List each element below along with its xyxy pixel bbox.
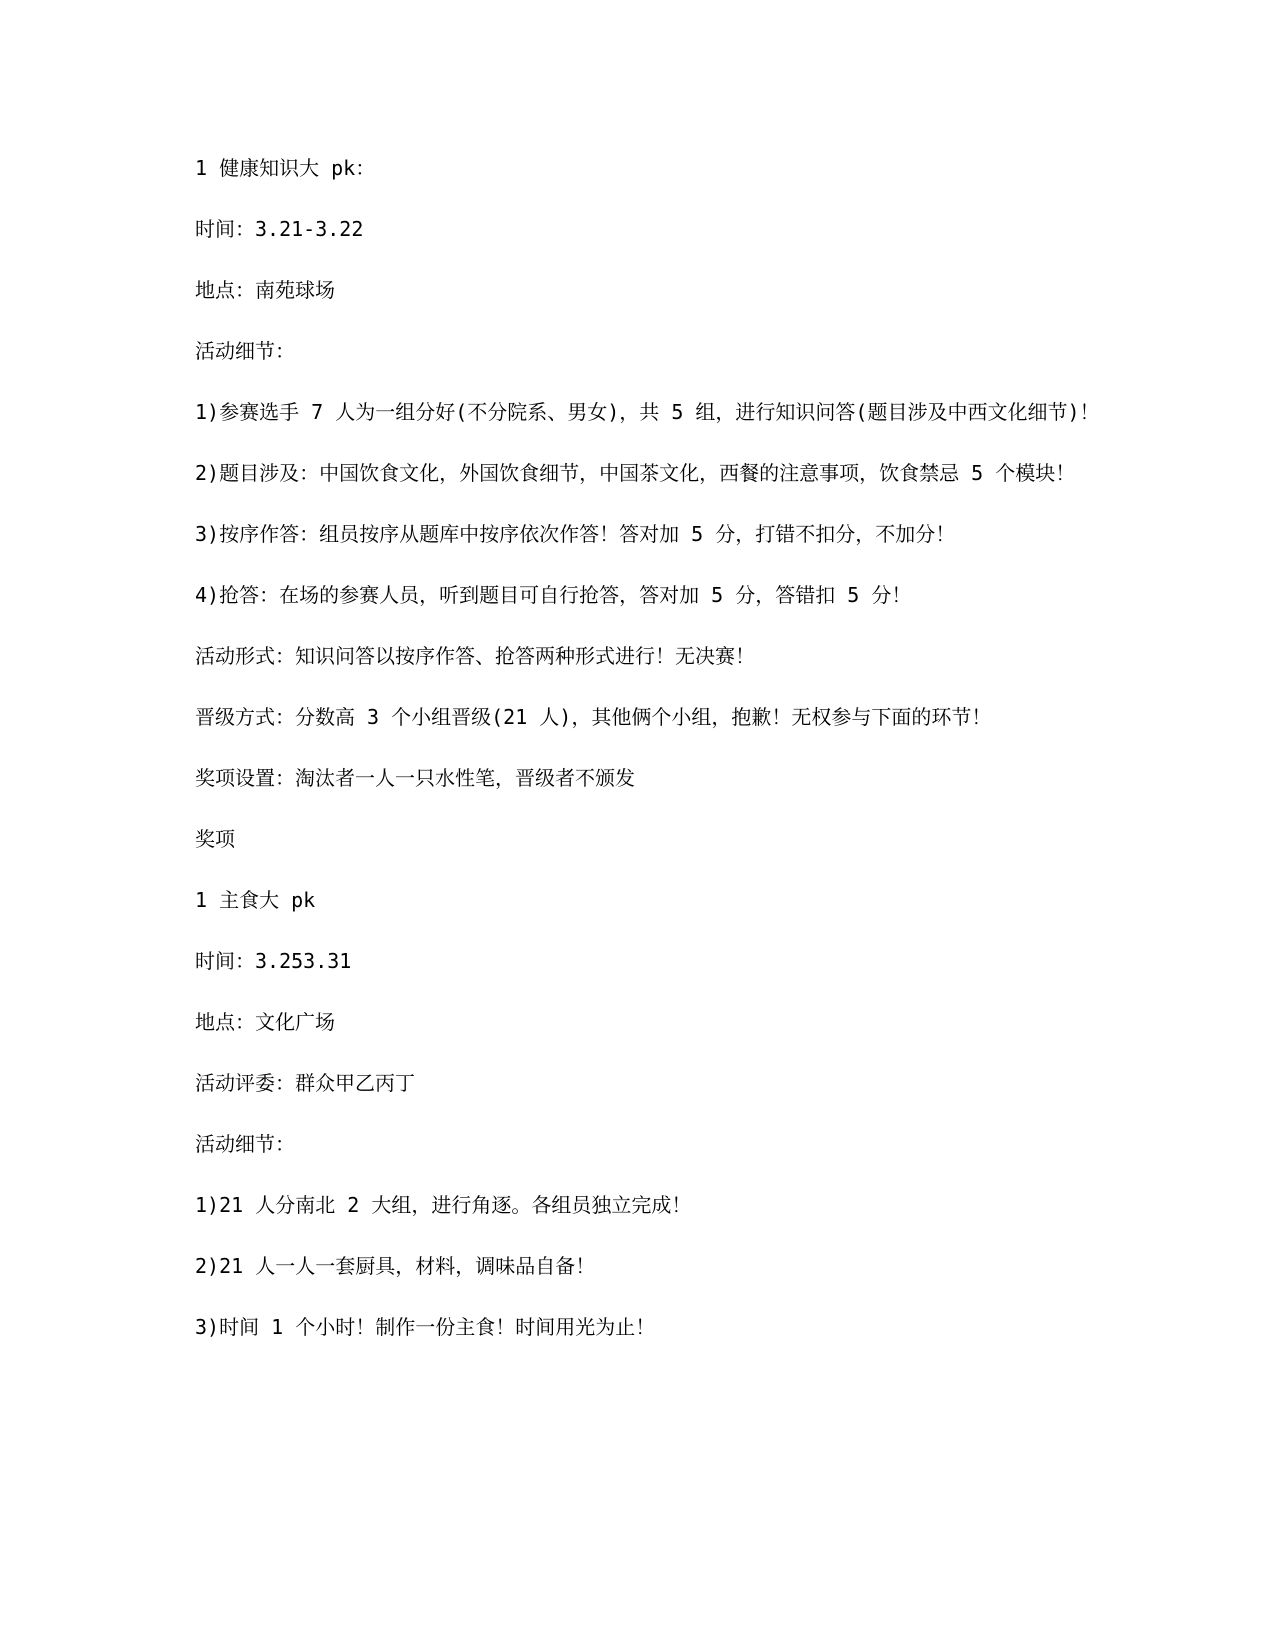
activity-details-heading-2: 活动细节：: [195, 1132, 295, 1156]
detail-item-4: 4)抢答：在场的参赛人员，听到题目可自行抢答，答对加 5 分，答错扣 5 分！: [195, 583, 912, 607]
activity-format-line: 活动形式：知识问答以按序作答、抢答两种形式进行！无决赛！: [195, 644, 755, 668]
detail-item-2-3: 3)时间 1 个小时！制作一份主食！时间用光为止！: [195, 1315, 656, 1339]
detail-item-3: 3)按序作答：组员按序从题库中按序依次作答！答对加 5 分，打错不扣分，不加分！: [195, 522, 956, 546]
award-continuation-line: 奖项: [195, 827, 235, 851]
detail-item-2: 2)题目涉及：中国饮食文化，外国饮食细节，中国茶文化，西餐的注意事项，饮食禁忌 5 个模块！: [195, 461, 1076, 485]
detail-item-2-2: 2)21 人一人一套厨具，材料，调味品自备！: [195, 1254, 596, 1278]
advancement-line: 晋级方式：分数高 3 个小组晋级(21 人)，其他俩个小组，抱歉！无权参与下面的环节！: [195, 705, 992, 729]
section-title-staple-pk: 1 主食大 pk: [195, 888, 316, 912]
location-line: 地点：南苑球场: [195, 278, 335, 302]
award-settings-line: 奖项设置：淘汰者一人一只水性笔，晋级者不颁发: [195, 766, 635, 790]
detail-item-1: 1)参赛选手 7 人为一组分好(不分院系、男女)，共 5 组，进行知识问答(题目涉及中西文化细节)！: [195, 400, 1100, 424]
time-line-2: 时间：3.253.31: [195, 949, 352, 973]
location-line-2: 地点：文化广场: [195, 1010, 335, 1034]
activity-details-heading: 活动细节：: [195, 339, 295, 363]
document-body: [144, 152, 1124, 1372]
detail-item-2-1: 1)21 人分南北 2 大组，进行角逐。各组员独立完成！: [195, 1193, 692, 1217]
time-line: 时间：3.21-3.22: [195, 217, 364, 241]
section-title-health-pk: 1 健康知识大 pk：: [195, 156, 376, 180]
judges-line: 活动评委：群众甲乙丙丁: [195, 1071, 415, 1095]
